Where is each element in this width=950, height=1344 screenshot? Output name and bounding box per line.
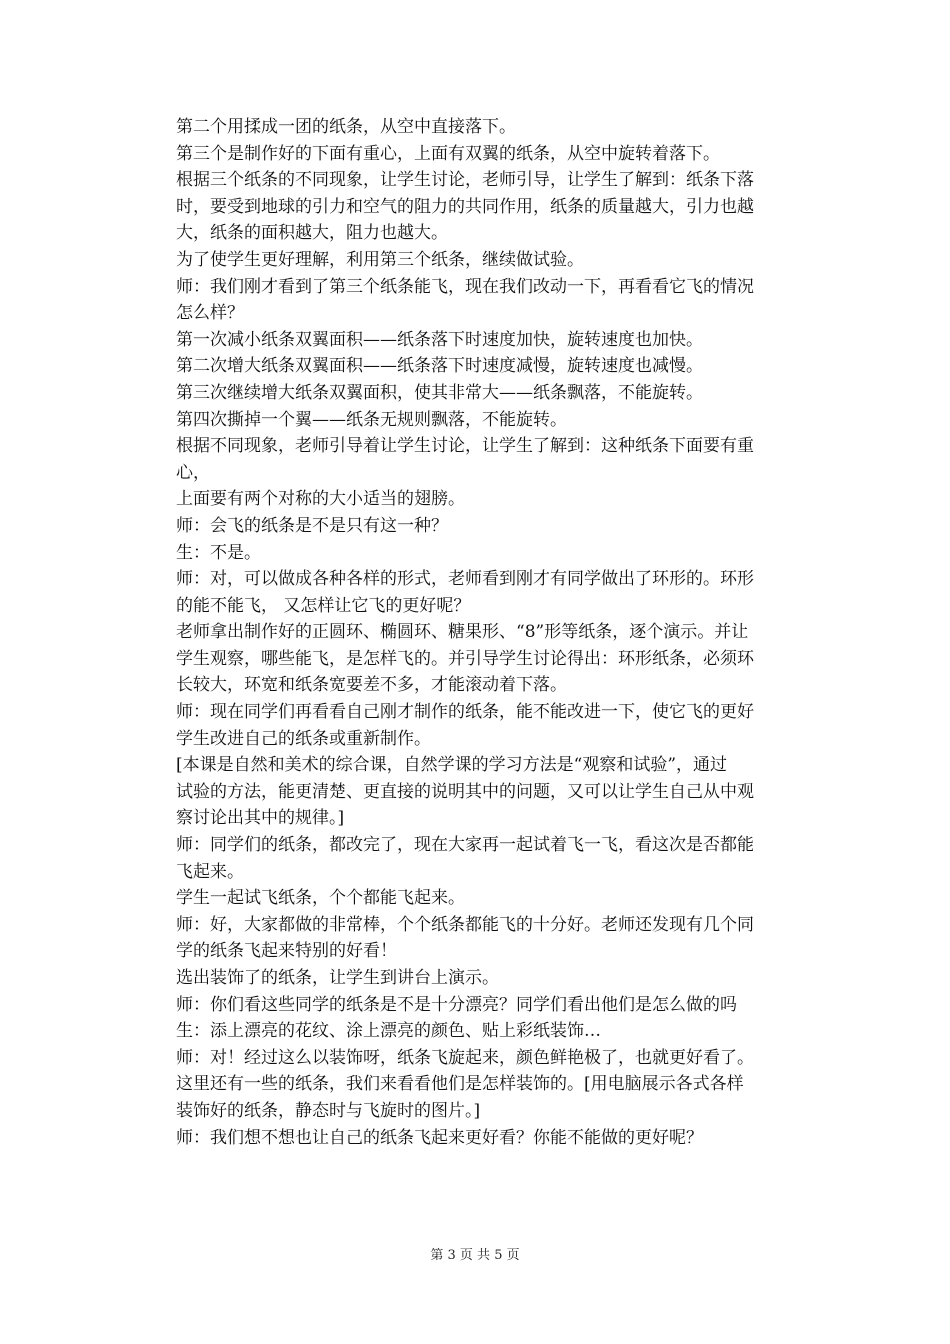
text-line: 根据不同现象，老师引导着让学生讨论，让学生了解到：这种纸条下面要有重 [176, 436, 754, 457]
document-body [176, 114, 816, 1151]
text-line: 学生观察，哪些能飞，是怎样飞的。并引导学生讨论得出：环形纸条，必须环 [176, 648, 754, 669]
text-line: 装饰好的纸条，静态时与飞旋时的图片。] [176, 1100, 481, 1121]
text-line: 生：不是。 [176, 542, 261, 563]
text-line: 师：对！经过这么以装饰呀，纸条飞旋起来，颜色鲜艳极了，也就更好看了。 [176, 1047, 754, 1068]
text-line: 大，纸条的面积越大，阻力也越大。 [176, 223, 448, 244]
text-line: 师：同学们的纸条，都改完了，现在大家再一起试着飞一飞，看这次是否都能 [176, 835, 754, 856]
text-line: 第二个用揉成一团的纸条，从空中直接落下。 [176, 117, 516, 137]
page-footer: 第 3 页 共 5 页 [430, 1248, 520, 1263]
text-line: 时，要受到地球的引力和空气的阻力的共同作用，纸条的质量越大，引力也越 [176, 196, 754, 217]
text-line: 师：会飞的纸条是不是只有这一种？ [176, 515, 448, 536]
text-line: 第三次继续增大纸条双翼面积，使其非常大——纸条飘落，不能旋转。 [176, 382, 703, 403]
text-line: 师：对，可以做成各种各样的形式，老师看到刚才有同学做出了环形的。环形 [176, 569, 754, 590]
text-line: 这里还有一些的纸条，我们来看看他们是怎样装饰的。[用电脑展示各式各样 [176, 1074, 744, 1095]
text-line: 老师拿出制作好的正圆环、椭圆环、糖果形、“8”形等纸条，逐个演示。并让 [176, 622, 749, 643]
text-line: 学生一起试飞纸条，个个都能飞起来。 [176, 888, 465, 909]
text-line: 师：我们想不想也让自己的纸条飞起来更好看？你能不能做的更好呢？ [176, 1127, 703, 1148]
text-line: 长较大，环宽和纸条宽要差不多，才能滚动着下落。 [176, 675, 567, 696]
text-line: [本课是自然和美术的综合课，自然学课的学习方法是“观察和试验”，通过 [176, 755, 728, 776]
text-line: 学的纸条飞起来特别的好看！ [176, 941, 397, 962]
text-line: 第二次增大纸条双翼面积——纸条落下时速度减慢，旋转速度也减慢。 [176, 356, 703, 377]
text-line: 生：添上漂亮的花纹、涂上漂亮的颜色、贴上彩纸装饰… [176, 1021, 601, 1042]
text-line: 的能不能飞， 又怎样让它飞的更好呢？ [176, 595, 471, 616]
text-line: 察讨论出其中的规律。] [176, 808, 345, 829]
text-line: 师：我们刚才看到了第三个纸条能飞，现在我们改动一下，再看看它飞的情况 [176, 276, 754, 297]
text-line: 学生改进自己的纸条或重新制作。 [176, 728, 431, 749]
text-line: 心， [176, 462, 210, 483]
text-line: 怎么样？ [176, 303, 244, 324]
text-line: 飞起来。 [176, 861, 244, 882]
text-line: 师：你们看这些同学的纸条是不是十分漂亮？同学们看出他们是怎么做的吗 [176, 994, 737, 1015]
text-line: 师：好，大家都做的非常棒，个个纸条都能飞的十分好。老师还发现有几个同 [176, 914, 754, 935]
text-line: 师：现在同学们再看看自己刚才制作的纸条，能不能改进一下，使它飞的更好 [176, 702, 754, 723]
text-line: 为了使学生更好理解，利用第三个纸条，继续做试验。 [176, 249, 584, 270]
text-line: 试验的方法，能更清楚、更直接的说明其中的问题，又可以让学生自己从中观 [176, 781, 754, 802]
text-line: 上面要有两个对称的大小适当的翅膀。 [176, 489, 465, 510]
text-line: 根据三个纸条的不同现象，让学生讨论，老师引导，让学生了解到：纸条下落 [176, 170, 754, 191]
text-line: 第四次撕掉一个翼——纸条无规则飘落，不能旋转。 [176, 409, 567, 430]
text-line: 第三个是制作好的下面有重心，上面有双翼的纸条，从空中旋转着落下。 [176, 143, 720, 164]
text-line: 第一次减小纸条双翼面积——纸条落下时速度加快，旋转速度也加快。 [176, 329, 703, 350]
text-line: 选出装饰了的纸条，让学生到讲台上演示。 [176, 968, 499, 988]
